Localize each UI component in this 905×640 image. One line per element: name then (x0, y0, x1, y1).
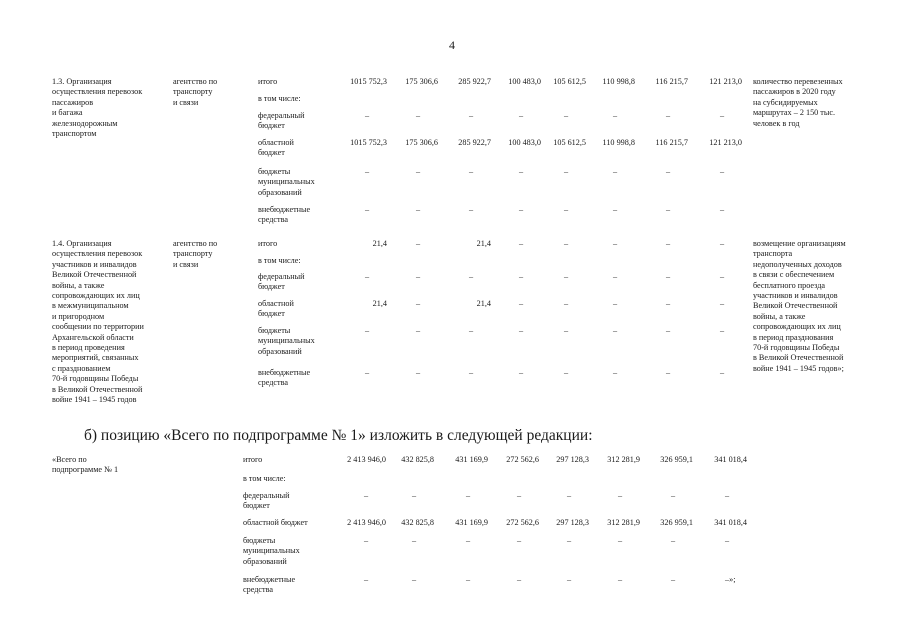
budget-value-cell: – (517, 491, 522, 500)
budget-value-cell: – (416, 239, 421, 248)
budget-value-cell: 341 018,4 (714, 518, 747, 527)
budget-value-cell: 312 281,9 (607, 518, 640, 527)
budget-value-cell: – (365, 326, 370, 335)
budget-value-cell: – (671, 575, 676, 584)
budget-value-cell: – (365, 111, 370, 120)
budget-value-cell: 21,4 (476, 299, 491, 308)
budget-value-cell: – (564, 272, 569, 281)
budget-line-label: федеральный бюджет (258, 111, 305, 131)
budget-value-cell: – (671, 491, 676, 500)
budget-value-cell: – (567, 491, 572, 500)
budget-value-cell: – (671, 536, 676, 545)
budget-value-cell: 116 215,7 (655, 138, 688, 147)
budget-value-cell: – (564, 326, 569, 335)
budget-value-cell: – (364, 536, 369, 545)
budget-value-cell: – (517, 536, 522, 545)
budget-line-label: внебюджетные средства (243, 575, 296, 595)
budget-value-cell: – (365, 368, 370, 377)
budget-line-label: областной бюджет (258, 138, 294, 158)
budget-value-cell: – (613, 326, 618, 335)
budget-value-cell: – (618, 575, 623, 584)
budget-value-cell: – (725, 491, 730, 500)
budget-value-cell: – (618, 491, 623, 500)
budget-line-label: в том числе: (258, 256, 301, 265)
page-number: 4 (449, 38, 455, 52)
budget-value-cell: 297 128,3 (556, 518, 589, 527)
budget-value-cell: 110 998,8 (602, 138, 635, 147)
budget-value-cell: – (517, 575, 522, 584)
budget-line-label: внебюджетные средства (258, 368, 311, 388)
budget-value-cell: 105 612,5 (553, 77, 586, 86)
budget-value-cell: 116 215,7 (655, 77, 688, 86)
budget-value-cell: – (564, 299, 569, 308)
budget-value-cell: 21,4 (372, 299, 387, 308)
budget-value-cell: 110 998,8 (602, 77, 635, 86)
budget-value-cell: 297 128,3 (556, 455, 589, 464)
budget-value-cell: – (469, 326, 474, 335)
budget-value-cell: – (720, 272, 725, 281)
budget-value-cell: – (618, 536, 623, 545)
budget-line-label: федеральный бюджет (258, 272, 305, 292)
budget-line-label: бюджеты муниципальных образований (243, 536, 300, 566)
budget-line-label: итого (258, 77, 278, 86)
budget-value-cell: – (613, 368, 618, 377)
budget-line-label: бюджеты муниципальных образований (258, 167, 315, 197)
budget-value-cell: – (412, 491, 417, 500)
budget-value-cell: 100 483,0 (508, 138, 541, 147)
budget-value-cell: – (466, 575, 471, 584)
budget-value-cell: – (666, 111, 671, 120)
budget-value-cell: – (469, 167, 474, 176)
budget-value-cell: – (416, 272, 421, 281)
budget-value-cell: –»; (725, 575, 736, 584)
budget-value-cell: – (416, 299, 421, 308)
budget-value-cell: – (613, 272, 618, 281)
budget-value-cell: 312 281,9 (607, 455, 640, 464)
budget-value-cell: – (416, 111, 421, 120)
budget-value-cell: – (666, 205, 671, 214)
budget-value-cell: 2 413 946,0 (347, 455, 386, 464)
budget-value-cell: 341 018,4 (714, 455, 747, 464)
budget-value-cell: – (564, 167, 569, 176)
budget-value-cell: – (466, 491, 471, 500)
budget-value-cell: – (720, 299, 725, 308)
budget-value-cell: – (720, 111, 725, 120)
budget-value-cell: – (365, 272, 370, 281)
budget-value-cell: – (364, 491, 369, 500)
budget-value-cell: 431 169,9 (455, 518, 488, 527)
budget-value-cell: 121 213,0 (709, 138, 742, 147)
budget-value-cell: – (564, 368, 569, 377)
budget-value-cell: – (466, 536, 471, 545)
budget-value-cell: 326 959,1 (660, 518, 693, 527)
row-1-3-executor: агентство по транспорту и связи (173, 77, 218, 107)
budget-value-cell: 1015 752,3 (350, 138, 387, 147)
budget-value-cell: 1015 752,3 (350, 77, 387, 86)
budget-value-cell: – (725, 536, 730, 545)
budget-value-cell: 100 483,0 (508, 77, 541, 86)
budget-value-cell: 121 213,0 (709, 77, 742, 86)
budget-value-cell: – (666, 239, 671, 248)
budget-value-cell: 21,4 (372, 239, 387, 248)
budget-value-cell: – (364, 575, 369, 584)
budget-value-cell: – (519, 111, 524, 120)
budget-value-cell: – (469, 368, 474, 377)
budget-line-label: в том числе: (243, 474, 286, 483)
budget-line-label: бюджеты муниципальных образований (258, 326, 315, 356)
budget-value-cell: – (613, 239, 618, 248)
budget-value-cell: – (469, 205, 474, 214)
budget-value-cell: – (666, 326, 671, 335)
row-1-4-name: 1.4. Организация осуществления перевозок участников и инвалидов Великой Отечественной войны, а также сопровождающих их лиц в межмуниципальном и пригородном сообщении по территории Архангельской области в период проведения мероприятий, связанных с празднованием 70-й годовщины Победы в Великой Отечественной войне 1941 – 1945 годов (52, 239, 144, 405)
budget-value-cell: 272 562,6 (506, 518, 539, 527)
budget-value-cell: 326 959,1 (660, 455, 693, 464)
budget-value-cell: – (564, 111, 569, 120)
budget-value-cell: 175 306,6 (405, 138, 438, 147)
budget-line-label: областной бюджет (258, 299, 294, 319)
budget-value-cell: – (666, 272, 671, 281)
budget-value-cell: 272 562,6 (506, 455, 539, 464)
budget-value-cell: – (519, 239, 524, 248)
row-1-3-name: 1.3. Организация осуществления перевозок пассажиров и багажа железнодорожным транспортом (52, 77, 143, 139)
budget-value-cell: – (469, 111, 474, 120)
budget-value-cell: 285 922,7 (458, 77, 491, 86)
budget-value-cell: – (567, 575, 572, 584)
budget-value-cell: – (720, 167, 725, 176)
budget-value-cell: – (613, 299, 618, 308)
budget-value-cell: – (720, 205, 725, 214)
budget-value-cell: – (416, 167, 421, 176)
budget-value-cell: – (519, 272, 524, 281)
budget-value-cell: – (666, 368, 671, 377)
row-1-4-result: возмещение организациям транспорта недополученных доходов в связи с обеспечением бесплатного проезда участников и инвалидов Великой Отечественной войны, а также сопровождающих их лиц в период празднования 70-й годовщины Победы в Великой Отечественной войне 1941 – 1945 годов»; (753, 239, 846, 373)
budget-value-cell: – (416, 205, 421, 214)
budget-line-label: внебюджетные средства (258, 205, 311, 225)
row-1-3-result: количество перевезенных пассажиров в 2020 году на субсидируемых маршрутах – 2 150 тыс. человек в год (753, 77, 843, 128)
budget-value-cell: 175 306,6 (405, 77, 438, 86)
budget-value-cell: 2 413 946,0 (347, 518, 386, 527)
budget-value-cell: – (519, 167, 524, 176)
budget-value-cell: – (564, 205, 569, 214)
budget-value-cell: – (720, 368, 725, 377)
budget-value-cell: 432 825,8 (401, 518, 434, 527)
budget-value-cell: 105 612,5 (553, 138, 586, 147)
budget-value-cell: – (613, 205, 618, 214)
budget-value-cell: 431 169,9 (455, 455, 488, 464)
budget-line-label: итого (243, 455, 263, 464)
budget-line-label: в том числе: (258, 94, 301, 103)
budget-value-cell: – (564, 239, 569, 248)
budget-value-cell: – (666, 299, 671, 308)
budget-value-cell: 285 922,7 (458, 138, 491, 147)
budget-value-cell: – (613, 111, 618, 120)
budget-value-cell: – (519, 326, 524, 335)
budget-value-cell: – (720, 239, 725, 248)
budget-value-cell: 432 825,8 (401, 455, 434, 464)
budget-value-cell: – (519, 299, 524, 308)
budget-value-cell: – (416, 326, 421, 335)
total-name: «Всего по подпрограмме № 1 (52, 455, 119, 475)
budget-value-cell: – (567, 536, 572, 545)
budget-value-cell: 21,4 (476, 239, 491, 248)
section-heading: б) позицию «Всего по подпрограмме № 1» изложить в следующей редакции: (84, 427, 593, 444)
budget-value-cell: – (412, 575, 417, 584)
row-1-4-executor: агентство по транспорту и связи (173, 239, 218, 269)
budget-line-label: итого (258, 239, 278, 248)
budget-value-cell: – (666, 167, 671, 176)
budget-line-label: федеральный бюджет (243, 491, 290, 511)
budget-value-cell: – (720, 326, 725, 335)
budget-value-cell: – (365, 167, 370, 176)
budget-value-cell: – (469, 272, 474, 281)
budget-value-cell: – (519, 368, 524, 377)
budget-value-cell: – (365, 205, 370, 214)
budget-value-cell: – (412, 536, 417, 545)
budget-value-cell: – (416, 368, 421, 377)
budget-line-label: областной бюджет (243, 518, 308, 527)
budget-value-cell: – (519, 205, 524, 214)
budget-value-cell: – (613, 167, 618, 176)
